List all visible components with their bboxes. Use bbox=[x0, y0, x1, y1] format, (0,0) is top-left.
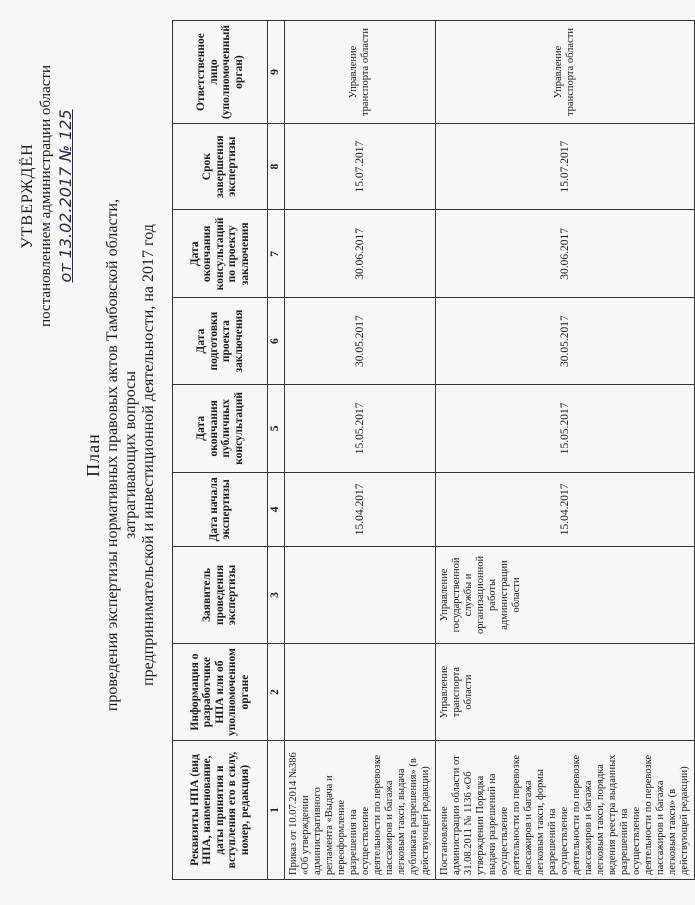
column-number: 3 bbox=[268, 546, 285, 643]
column-number: 2 bbox=[268, 644, 285, 741]
table-row bbox=[285, 21, 436, 880]
plan-title: План bbox=[83, 433, 103, 477]
approval-date-number: от 13.02.2017 № 125 bbox=[56, 109, 75, 283]
approval-title: УТВЕРЖДЁН bbox=[19, 143, 36, 249]
column-header-draft-date: Дата подготовки проекта заключения bbox=[173, 298, 268, 384]
column-number: 1 bbox=[268, 741, 285, 880]
cell-public-end: 15.05.2017 bbox=[285, 384, 436, 472]
cell-draft-date: 30.05.2017 bbox=[285, 298, 436, 384]
column-header-responsible: Ответственное лицо (уполномоченный орган) bbox=[173, 21, 268, 124]
expertise-plan-table bbox=[172, 20, 695, 880]
column-number: 5 bbox=[268, 384, 285, 472]
column-number: 6 bbox=[268, 298, 285, 384]
cell-responsible: Управление транспорта области bbox=[285, 21, 436, 124]
table-row bbox=[436, 21, 695, 880]
cell-deadline: 15.07.2017 bbox=[436, 124, 695, 210]
table-header-row bbox=[173, 21, 268, 880]
plan-subtitle-line2: предпринимательской и инвестиционной деятельности, на 2017 год bbox=[140, 224, 157, 686]
column-header-public-end: Дата окончания публичных консультаций bbox=[173, 384, 268, 472]
cell-start-date: 15.04.2017 bbox=[285, 473, 436, 547]
cell-deadline: 15.07.2017 bbox=[285, 124, 436, 210]
column-header-consult-end: Дата окончания консультаций по проекту заключения bbox=[173, 210, 268, 298]
column-header-developer: Информация о разработчике НПА или об уполномоченном органе bbox=[173, 644, 268, 741]
cell-draft-date: 30.05.2017 bbox=[436, 298, 695, 384]
cell-developer: Управление транспорта области bbox=[436, 644, 695, 741]
cell-consult-end: 30.06.2017 bbox=[285, 210, 436, 298]
column-header-start-date: Дата начала экспертизы bbox=[173, 473, 268, 547]
column-number: 7 bbox=[268, 210, 285, 298]
column-number: 8 bbox=[268, 124, 285, 210]
plan-subtitle-line1: проведения экспертизы нормативных правовых актов Тамбовской области, затрагивающих вопросы bbox=[104, 198, 139, 712]
cell-developer bbox=[285, 644, 436, 741]
approval-block bbox=[18, 65, 75, 327]
column-header-act: Реквизиты НПА (вид НПА, наименование, даты принятия и вступления его в силу, номер, редакция) bbox=[173, 741, 268, 880]
cell-act: Приказ от 10.07.2014 №386 «Об утверждении административного регламента «Выдача и переоформление разрешения на осуществление деятельности по перевозке пассажиров и багажа легковым такси, выдача дубликата разрешения» (в действующей редакции) bbox=[285, 741, 436, 880]
cell-consult-end: 30.06.2017 bbox=[436, 210, 695, 298]
cell-start-date: 15.04.2017 bbox=[436, 473, 695, 547]
column-number-row bbox=[268, 21, 285, 880]
column-number: 4 bbox=[268, 473, 285, 547]
cell-applicant bbox=[285, 546, 436, 643]
cell-responsible: Управление транспорта области bbox=[436, 21, 695, 124]
cell-applicant: Управление государственной службы и организационной работы администрации области bbox=[436, 546, 695, 643]
document-heading bbox=[84, 155, 158, 755]
cell-public-end: 15.05.2017 bbox=[436, 384, 695, 472]
column-header-deadline: Срок завершения экспертизы bbox=[173, 124, 268, 210]
column-header-applicant: Заявитель проведения экспертизы bbox=[173, 546, 268, 643]
cell-act: Постановление администрации области от 31.08.2011 № 1136 «Об утверждении Порядка выдачи разрешений на осуществление деятельности по перевозке пассажиров и багажа легковым такси, формы разрешений на осуществление деятельности по перевозке пассажиров и багажа легковым такси, порядка ведения реестра выданных разрешений на осуществление деятельности по перевозке пассажиров и багажа легковым такси» (в действующей редакции) bbox=[436, 741, 695, 880]
approval-decree: постановлением администрации области bbox=[38, 65, 54, 327]
column-number: 9 bbox=[268, 21, 285, 124]
